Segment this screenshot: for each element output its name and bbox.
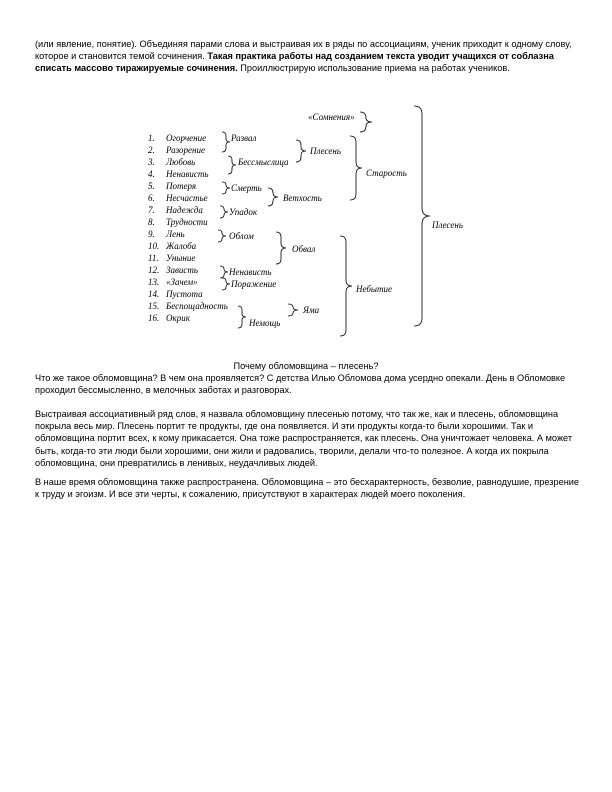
- word-number: 10.: [148, 241, 160, 251]
- word-item: Разорение: [166, 145, 206, 155]
- essay-title: Почему обломовщина – плесень?: [233, 361, 379, 371]
- brace: [222, 132, 230, 152]
- brace: [268, 188, 278, 206]
- level1-word: Поражение: [231, 279, 277, 289]
- word-number: 7.: [148, 205, 155, 215]
- word-item: Огорчение: [166, 133, 207, 143]
- word-number: 4.: [148, 169, 155, 179]
- brace: [220, 206, 228, 218]
- essay-paragraph-1: Что же такое обломовщина? В чем она проявляется? С детства Илью Обломова дома усердно опекали. День в Обломовке проходил бессмысленно, в мелочных заботах и разговорах.: [35, 373, 566, 396]
- essay-paragraph-2: Выстраивая ассоциативный ряд слов, я назвала обломовщину плесенью потому, что так же, как и плесень, обломовщина покрыла весь мир. Плесень портит те продукты, где она появляется. И эти продукты когда-то были хорошими. Так и обломовщина портит всех, к кому прикасается. Она тоже распространяется, как плесень. Она уничтожает человека. А может быть, когда-то эти люди были хорошими, они жили и радовались, творили, делали что-то полезное. А когда их покрыла обломовщина, они превратились в ленивых, неудачливых людей.: [35, 409, 573, 468]
- level1-word: Бессмыслица: [238, 157, 289, 167]
- level3-braces: [340, 112, 372, 336]
- word-item: Беспощадность: [166, 301, 228, 311]
- word-number: 14.: [148, 289, 160, 299]
- word-number: 3.: [148, 157, 155, 167]
- word-number: 11.: [148, 253, 159, 263]
- intro-text-a: (или явление, понятие). Объединяя парами слова и выстраивая их в ряды по ассоциациям, ученик приходит к одному слову, которое и становится темой сочинения.: [35, 39, 572, 62]
- level2-word: Яма: [303, 305, 320, 315]
- level2-word: Плесень: [310, 146, 341, 156]
- brace: [296, 140, 306, 162]
- word-item: Несчастье: [166, 193, 208, 203]
- word-item: Лень: [166, 229, 185, 239]
- word-item: Жалоба: [166, 241, 197, 251]
- word-item: «Зачем»: [166, 277, 198, 287]
- brace: [222, 278, 230, 290]
- level3-words: [308, 112, 407, 294]
- word-item: Потеря: [166, 181, 197, 191]
- level3-word: Небытие: [356, 284, 392, 294]
- word-list: [147, 133, 228, 323]
- brace: [222, 182, 230, 194]
- level3-word: «Сомнения»: [308, 112, 355, 122]
- brace: [218, 230, 226, 242]
- word-number: 6.: [148, 193, 155, 203]
- level2-word: Ветхость: [283, 193, 322, 203]
- level1-word: Смерть: [231, 183, 262, 193]
- word-number: 15.: [148, 301, 160, 311]
- brace: [276, 232, 286, 264]
- word-number: 13.: [148, 277, 160, 287]
- intro-text-bold: Такая практика работы над созданием текста уводит учащихся от соблазна списать массово тиражируемые сочинения.: [35, 51, 554, 74]
- level1-word: Немощь: [249, 318, 281, 328]
- final-brace: [414, 106, 430, 326]
- level2-word: Обвал: [292, 244, 316, 254]
- brace: [360, 112, 372, 132]
- word-number: 16.: [148, 313, 160, 323]
- brace: [340, 236, 352, 336]
- word-item: Окрик: [166, 313, 190, 323]
- word-item: Уныние: [166, 253, 196, 263]
- word-number: 12.: [148, 265, 160, 275]
- level1-word: Облом: [229, 231, 254, 241]
- word-number: 9.: [148, 229, 155, 239]
- final-word: Плесень: [432, 220, 463, 230]
- word-number: 1.: [148, 133, 155, 143]
- word-item: Ненависть: [166, 169, 209, 179]
- level3-word: Старость: [366, 168, 407, 178]
- word-number: 5.: [148, 181, 155, 191]
- level2-words: [283, 146, 341, 315]
- word-number: 2.: [148, 145, 155, 155]
- brace: [228, 156, 236, 174]
- word-item: Пустота: [166, 289, 203, 299]
- level1-word: Ненависть: [229, 267, 272, 277]
- brace: [288, 304, 298, 316]
- word-item: Надежда: [166, 205, 203, 215]
- level1-word: Упадок: [229, 207, 258, 217]
- intro-text-b: Проиллюстрирую использование приема на работах учеников.: [237, 63, 510, 74]
- essay-paragraph-3: В наше время обломовщина также распространена. Обломовщина – это бесхарактерность, безволие, равнодушие, презрение к труду и эгоизм. И все эти черты, к сожалению, присутствуют в характерах людей моего поколения.: [35, 477, 580, 500]
- word-item: Трудности: [166, 217, 208, 227]
- level1-words: [228, 133, 289, 328]
- level1-word: Развал: [231, 133, 257, 143]
- word-item: Зависть: [166, 265, 198, 275]
- word-number: 8.: [148, 217, 155, 227]
- brace: [220, 266, 228, 278]
- word-item: Любовь: [166, 157, 196, 167]
- brace: [238, 306, 246, 328]
- brace: [350, 136, 362, 200]
